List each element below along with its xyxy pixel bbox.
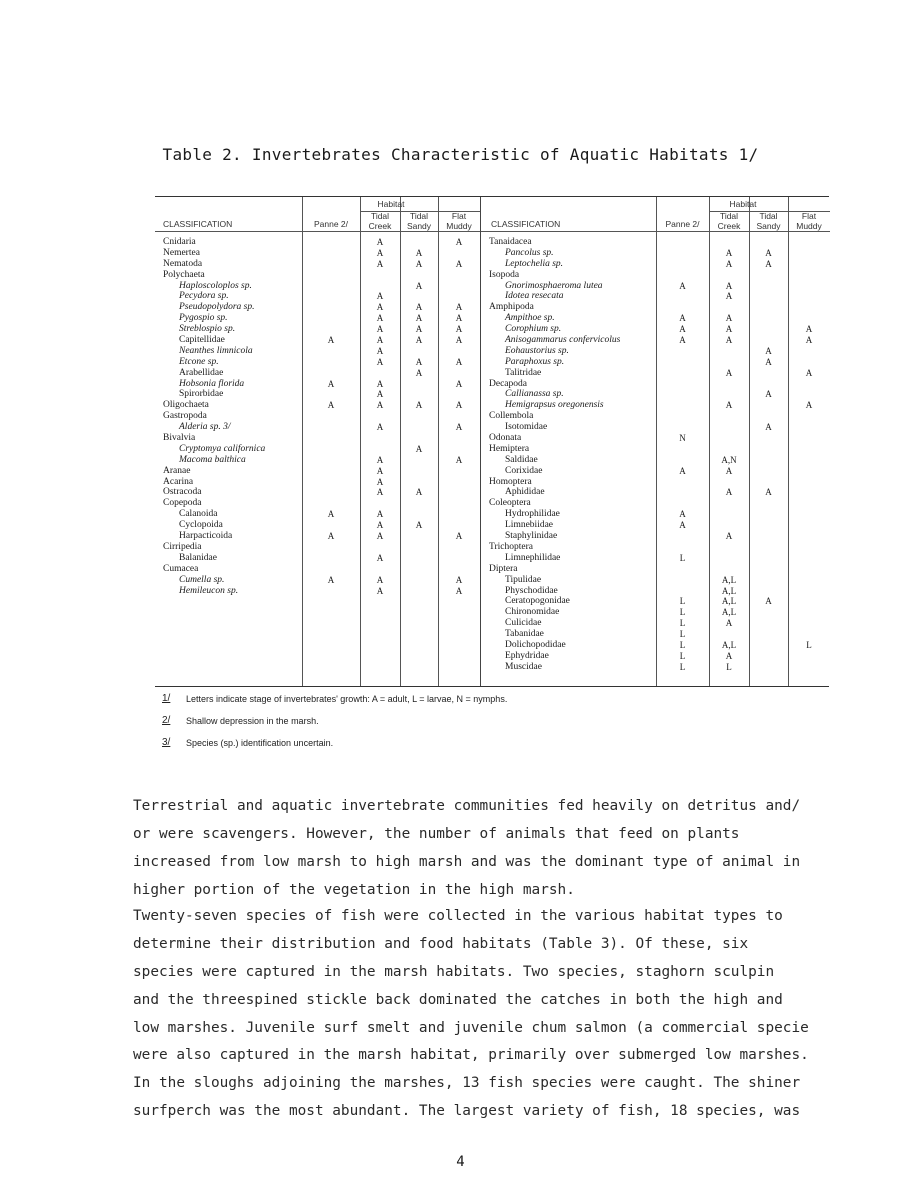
tidal-sandy-cell: A — [415, 443, 423, 454]
tidal-creek-cell: A — [376, 552, 384, 563]
table-row — [481, 291, 830, 302]
footnote-text: Shallow depression in the marsh. — [186, 716, 319, 726]
taxon-name: Trichoptera — [489, 541, 533, 552]
flat-muddy-cell: A — [805, 367, 813, 378]
flat-muddy-cell: A — [455, 422, 463, 433]
table-row — [481, 335, 830, 346]
tidal-sandy-cell: A — [415, 367, 423, 378]
flat-muddy-cell: A — [455, 378, 463, 389]
taxon-name: Chironomidae — [505, 607, 560, 618]
table-row — [481, 575, 830, 586]
table-row — [481, 618, 830, 629]
table-row — [155, 368, 480, 379]
taxon-name: Pancolus sp. — [505, 247, 554, 258]
tidal-creek-cell: A — [725, 258, 733, 269]
table-row — [155, 291, 480, 302]
tidal-sandy-cell: A — [765, 247, 772, 258]
table-right-half — [480, 197, 830, 686]
taxon-name: Ostracoda — [163, 487, 202, 498]
panne-cell: A — [679, 509, 686, 520]
taxon-name: Gastropoda — [163, 411, 207, 422]
right-rows — [481, 237, 830, 673]
table-row — [155, 270, 480, 281]
text-line: In the sloughs adjoining the marshes, 13 fish species were caught. The shiner — [133, 1075, 801, 1092]
text-line: were also captured in the marsh habitat, primarily over submerged low marshes. — [133, 1047, 809, 1064]
table-left-half — [155, 197, 480, 686]
taxon-name: Pecydora sp. — [179, 291, 229, 302]
taxon-name: Streblospio sp. — [179, 324, 236, 335]
tidal-creek-cell: A — [376, 574, 384, 585]
body-paragraph-2 — [133, 903, 853, 1126]
tidal-sandy-cell: A — [415, 247, 423, 258]
tidal-sandy-cell: A — [415, 487, 423, 498]
taxon-name: Decapoda — [489, 378, 527, 389]
table-row — [481, 379, 830, 390]
tidal-creek-cell: A,N — [721, 454, 737, 465]
panne-cell: A — [679, 324, 686, 335]
tidal-creek-cell: A — [376, 454, 384, 465]
taxon-name: Homoptera — [489, 476, 532, 487]
tidal-sandy-cell: A — [765, 389, 772, 400]
taxon-name: Nemertea — [163, 247, 200, 258]
table-row — [155, 389, 480, 400]
taxon-name: Cumacea — [163, 563, 199, 574]
table-row — [481, 607, 830, 618]
table-row — [155, 335, 480, 346]
table-row — [481, 662, 830, 673]
table-row — [481, 270, 830, 281]
taxon-name: Aphididae — [505, 487, 545, 498]
panne-cell: A — [327, 335, 335, 346]
table-row — [155, 509, 480, 520]
taxon-name: Polychaeta — [163, 269, 205, 280]
table-row — [155, 248, 480, 259]
taxon-name: Cryptomya californica — [179, 443, 266, 454]
flat-muddy-header-left: Flat Muddy — [446, 211, 472, 231]
table-row — [481, 357, 830, 368]
taxon-name: Eohaustorius sp. — [505, 345, 569, 356]
habitat-header-left: Habitat — [377, 199, 405, 209]
table-row — [481, 466, 830, 477]
tidal-creek-header-right: Tidal Creek — [717, 211, 741, 231]
text-line: determine their distribution and food habitats (Table 3). Of these, six — [133, 935, 749, 952]
tidal-creek-cell: A — [376, 476, 384, 487]
taxon-name: Talitridae — [505, 367, 542, 378]
panne-cell: L — [679, 661, 686, 672]
taxon-name: Cumella sp. — [179, 574, 225, 585]
taxon-name: Culicidae — [505, 618, 542, 629]
tidal-sandy-cell: A — [765, 487, 772, 498]
table-row — [481, 553, 830, 564]
tidal-creek-cell: A — [725, 618, 733, 629]
text-line: Terrestrial and aquatic invertebrate communities fed heavily on detritus and/ — [133, 798, 801, 814]
taxon-name: Ephydridae — [505, 650, 549, 661]
table-row — [481, 531, 830, 542]
table-row — [155, 444, 480, 455]
taxon-name: Saldidae — [505, 454, 538, 465]
taxon-name: Balanidae — [179, 552, 217, 563]
tidal-sandy-cell: A — [765, 356, 772, 367]
taxon-name: Ceratopogonidae — [505, 596, 570, 607]
table-row — [481, 586, 830, 597]
taxon-name: Staphylinidae — [505, 531, 558, 542]
tidal-sandy-cell: A — [415, 335, 423, 346]
taxon-name: Arabellidae — [179, 367, 224, 378]
table-row — [481, 509, 830, 520]
tidal-creek-cell: A,L — [721, 574, 737, 585]
tidal-creek-cell: L — [726, 661, 732, 672]
tidal-creek-cell: A — [725, 531, 733, 542]
table-row — [155, 542, 480, 553]
text-line: low marshes. Juvenile surf smelt and juvenile chum salmon (a commercial specie — [133, 1019, 809, 1036]
tidal-sandy-cell: A — [415, 302, 423, 313]
panne-cell: A — [327, 574, 335, 585]
tidal-creek-cell: A — [376, 291, 384, 302]
tidal-creek-cell: A — [376, 302, 384, 313]
table-row — [155, 531, 480, 542]
table-row — [155, 466, 480, 477]
taxon-name: Coleoptera — [489, 498, 531, 509]
taxon-name: Calanoida — [179, 509, 218, 520]
table-row — [155, 553, 480, 564]
panne-cell: L — [679, 596, 686, 607]
table-row — [481, 248, 830, 259]
taxon-name: Isotomidae — [505, 422, 548, 433]
table-row — [155, 379, 480, 390]
table-row — [155, 575, 480, 586]
panne-cell: A — [679, 313, 686, 324]
table-row — [481, 651, 830, 662]
footnote-mark: 2/ — [162, 715, 171, 726]
taxon-name: Oligochaeta — [163, 400, 209, 411]
panne-cell: A — [679, 280, 686, 291]
tidal-creek-cell: A — [376, 389, 384, 400]
flat-muddy-cell: A — [805, 324, 813, 335]
tidal-creek-cell: A — [376, 324, 384, 335]
taxon-name: Collembola — [489, 411, 534, 422]
tidal-creek-cell: A — [725, 335, 733, 346]
panne-header-left: Panne 2/ — [313, 219, 349, 229]
tidal-creek-cell: A — [376, 487, 384, 498]
flat-muddy-cell: A — [455, 237, 463, 247]
tidal-sandy-cell: A — [765, 596, 772, 607]
tidal-creek-cell: A — [725, 291, 733, 302]
panne-cell: L — [679, 552, 686, 563]
table-row — [155, 433, 480, 444]
taxon-name: Alderia sp. 3/ — [179, 422, 231, 433]
table-row — [481, 520, 830, 531]
tidal-creek-cell: A — [376, 585, 384, 596]
table-row — [481, 455, 830, 466]
taxon-name: Hydrophilidae — [505, 509, 560, 520]
taxon-name: Pygospio sp. — [179, 313, 228, 324]
taxon-name: Dolichopodidae — [505, 639, 566, 650]
flat-muddy-cell: A — [455, 258, 463, 269]
taxon-name: Callianassa sp. — [505, 389, 564, 400]
tidal-creek-cell: A,L — [721, 607, 737, 618]
taxon-name: Corixidae — [505, 465, 543, 476]
tidal-creek-cell: A — [725, 313, 733, 324]
table-row — [481, 487, 830, 498]
tidal-creek-cell: A — [376, 531, 384, 542]
panne-cell: A — [679, 520, 686, 531]
taxon-name: Hobsonia florida — [179, 378, 245, 389]
taxon-name: Limnephilidae — [505, 552, 561, 563]
flat-muddy-cell: A — [455, 302, 463, 313]
tidal-creek-cell: A — [725, 324, 733, 335]
table-row — [481, 444, 830, 455]
table-row — [155, 564, 480, 575]
text-line: surfperch was the most abundant. The largest variety of fish, 18 species, was — [133, 1103, 801, 1120]
table-row — [155, 346, 480, 357]
taxon-name: Anisogammarus confervicolus — [505, 335, 621, 346]
tidal-sandy-cell: A — [415, 324, 423, 335]
tidal-creek-cell: A — [725, 465, 733, 476]
table-row — [481, 498, 830, 509]
flat-muddy-header-right: Flat Muddy — [796, 211, 822, 231]
flat-muddy-cell: L — [806, 639, 812, 650]
table-row — [155, 281, 480, 292]
flat-muddy-cell: A — [455, 400, 463, 411]
taxon-name: Odonata — [489, 433, 522, 444]
flat-muddy-cell: A — [805, 335, 813, 346]
tidal-creek-cell: A — [376, 378, 384, 389]
taxon-name: Bivalvia — [163, 433, 196, 444]
flat-muddy-cell: A — [455, 356, 463, 367]
tidal-sandy-header-left: Tidal Sandy — [406, 211, 432, 231]
tidal-creek-cell: A — [725, 280, 733, 291]
classification-header-right: CLASSIFICATION — [491, 219, 561, 229]
taxon-name: Gnorimosphaeroma lutea — [505, 280, 603, 291]
taxon-name: Haploscoloplos sp. — [179, 280, 252, 291]
text-line: Twenty-seven species of fish were collected in the various habitat types to — [133, 908, 783, 924]
table-row — [155, 237, 480, 248]
taxon-name: Acarina — [163, 476, 194, 487]
table-row — [481, 542, 830, 553]
table-row — [481, 629, 830, 640]
tidal-creek-cell: A — [376, 247, 384, 258]
footnote-mark: 3/ — [162, 737, 171, 748]
flat-muddy-cell: A — [455, 335, 463, 346]
tidal-sandy-cell: A — [415, 313, 423, 324]
tidal-creek-cell: A — [376, 465, 384, 476]
table-row — [155, 357, 480, 368]
tidal-creek-cell: A — [376, 520, 384, 531]
panne-cell: A — [327, 509, 335, 520]
panne-cell: A — [327, 531, 335, 542]
text-line: higher portion of the vegetation in the high marsh. — [133, 881, 575, 898]
table-row — [155, 400, 480, 411]
table-row — [155, 498, 480, 509]
table-row — [155, 487, 480, 498]
panne-cell: A — [327, 400, 335, 411]
table-row — [481, 564, 830, 575]
taxon-name: Copepoda — [163, 498, 202, 509]
footnote-text: Letters indicate stage of invertebrates' growth: A = adult, L = larvae, N = nymphs. — [186, 694, 508, 704]
taxon-name: Cyclopoida — [179, 520, 223, 531]
taxon-name: Corophium sp. — [505, 324, 562, 335]
table-row — [481, 389, 830, 400]
tidal-creek-cell: A,L — [721, 639, 737, 650]
table-row — [155, 324, 480, 335]
taxon-name: Neanthes limnicola — [179, 345, 253, 356]
text-line: or were scavengers. However, the number of animals that feed on plants — [133, 825, 740, 842]
tidal-creek-cell: A — [725, 487, 733, 498]
table-row — [155, 422, 480, 433]
taxon-name: Etcone sp. — [179, 356, 219, 367]
panne-cell: N — [679, 433, 686, 444]
panne-cell: L — [679, 618, 686, 629]
table-row — [155, 586, 480, 597]
taxon-name: Nematoda — [163, 258, 203, 269]
footnotes — [162, 692, 802, 758]
table-row — [155, 302, 480, 313]
taxon-name: Capitellidae — [179, 335, 225, 346]
taxon-name: Paraphoxus sp. — [505, 356, 565, 367]
table-row — [481, 433, 830, 444]
page-number: 4 — [456, 1154, 465, 1170]
taxon-name: Cnidaria — [163, 237, 196, 247]
tidal-creek-cell: A — [376, 509, 384, 520]
taxon-name: Idotea resecata — [505, 291, 564, 302]
tidal-creek-cell: A — [376, 335, 384, 346]
tidal-sandy-cell: A — [765, 422, 772, 433]
taxon-name: Amphipoda — [489, 302, 534, 313]
taxon-name: Isopoda — [489, 269, 520, 280]
tidal-sandy-cell: A — [765, 345, 772, 356]
table-row — [481, 313, 830, 324]
text-line: species were captured in the marsh habitats. Two species, staghorn sculpin — [133, 963, 775, 980]
taxon-name: Hemigrapsus oregonensis — [505, 400, 604, 411]
table-row — [481, 302, 830, 313]
table-row — [481, 346, 830, 357]
tidal-creek-cell: A — [376, 400, 384, 411]
tidal-sandy-cell: A — [765, 258, 772, 269]
tidal-sandy-cell: A — [415, 520, 423, 531]
classification-header-left: CLASSIFICATION — [163, 219, 233, 229]
text-line: increased from low marsh to high marsh and was the dominant type of animal in — [133, 853, 801, 870]
taxon-name: Pseudopolydora sp. — [179, 302, 255, 313]
tidal-sandy-cell: A — [415, 280, 423, 291]
table-row — [155, 313, 480, 324]
flat-muddy-cell: A — [805, 400, 813, 411]
panne-cell: A — [679, 465, 686, 476]
body-paragraph-1 — [133, 793, 853, 905]
table-row — [155, 520, 480, 531]
table-row — [481, 400, 830, 411]
table-row — [481, 596, 830, 607]
panne-cell: L — [679, 607, 686, 618]
table-row — [155, 455, 480, 466]
tidal-creek-cell: A — [725, 367, 733, 378]
taxon-name: Cirripedia — [163, 541, 202, 552]
left-rows — [155, 237, 480, 596]
panne-header-right: Panne 2/ — [665, 219, 700, 229]
taxon-name: Diptera — [489, 563, 518, 574]
taxon-name: Physchodidae — [505, 585, 558, 596]
table-row — [155, 411, 480, 422]
panne-cell: L — [679, 629, 686, 640]
tidal-creek-cell: A,L — [721, 585, 737, 596]
text-line: and the threespined stickle back dominated the catches in both the high and — [133, 991, 783, 1008]
flat-muddy-cell: A — [455, 324, 463, 335]
tidal-creek-cell: A — [376, 422, 384, 433]
table-row — [481, 281, 830, 292]
tidal-creek-header-left: Tidal Creek — [368, 211, 392, 231]
taxon-name: Ampithoe sp. — [505, 313, 555, 324]
footnote-mark: 1/ — [162, 693, 171, 704]
taxon-name: Macoma balthica — [179, 454, 246, 465]
flat-muddy-cell: A — [455, 574, 463, 585]
footnote-3 — [162, 736, 802, 758]
tidal-sandy-cell: A — [415, 400, 423, 411]
table-row — [155, 259, 480, 270]
taxon-name: Tabanidae — [505, 629, 544, 640]
taxon-name: Tanaidacea — [489, 237, 532, 247]
invertebrate-table — [155, 196, 829, 687]
flat-muddy-cell: A — [455, 454, 463, 465]
panne-cell: L — [679, 650, 686, 661]
table-row — [481, 411, 830, 422]
tidal-sandy-cell: A — [415, 258, 423, 269]
taxon-name: Leptochelia sp. — [505, 258, 564, 269]
table-row — [481, 422, 830, 433]
taxon-name: Aranae — [163, 465, 191, 476]
footnote-text: Species (sp.) identification uncertain. — [186, 738, 334, 748]
table-row — [481, 640, 830, 651]
footnote-1 — [162, 692, 802, 714]
taxon-name: Limnebiidae — [505, 520, 554, 531]
tidal-creek-cell: A — [376, 313, 384, 324]
habitat-header-right: Habitat — [729, 199, 757, 209]
table-row — [481, 237, 830, 248]
flat-muddy-cell: A — [455, 531, 463, 542]
tidal-creek-cell: A — [725, 650, 733, 661]
taxon-name: Hemileucon sp. — [179, 585, 239, 596]
tidal-creek-cell: A — [376, 237, 384, 247]
table-row — [481, 259, 830, 270]
tidal-creek-cell: A — [376, 258, 384, 269]
taxon-name: Harpacticoida — [179, 531, 233, 542]
table-title: Table 2. Invertebrates Characteristic of Aquatic Habitats 1/ — [162, 145, 759, 164]
table-row — [155, 477, 480, 488]
tidal-sandy-cell: A — [415, 356, 423, 367]
tidal-creek-cell: A — [376, 345, 384, 356]
table-row — [481, 368, 830, 379]
tidal-creek-cell: A — [725, 400, 733, 411]
table-row — [481, 324, 830, 335]
panne-cell: A — [327, 378, 335, 389]
table-row — [481, 477, 830, 488]
flat-muddy-cell: A — [455, 313, 463, 324]
flat-muddy-cell: A — [455, 585, 463, 596]
panne-cell: L — [679, 639, 686, 650]
tidal-creek-cell: A — [376, 356, 384, 367]
taxon-name: Tipulidae — [505, 574, 542, 585]
tidal-sandy-header-right: Tidal Sandy — [756, 211, 781, 231]
tidal-creek-cell: A — [725, 247, 733, 258]
footnote-2 — [162, 714, 802, 736]
taxon-name: Hemiptera — [489, 443, 530, 454]
taxon-name: Muscidae — [505, 661, 542, 672]
panne-cell: A — [679, 335, 686, 346]
taxon-name: Spirorbidae — [179, 389, 224, 400]
tidal-creek-cell: A,L — [721, 596, 737, 607]
